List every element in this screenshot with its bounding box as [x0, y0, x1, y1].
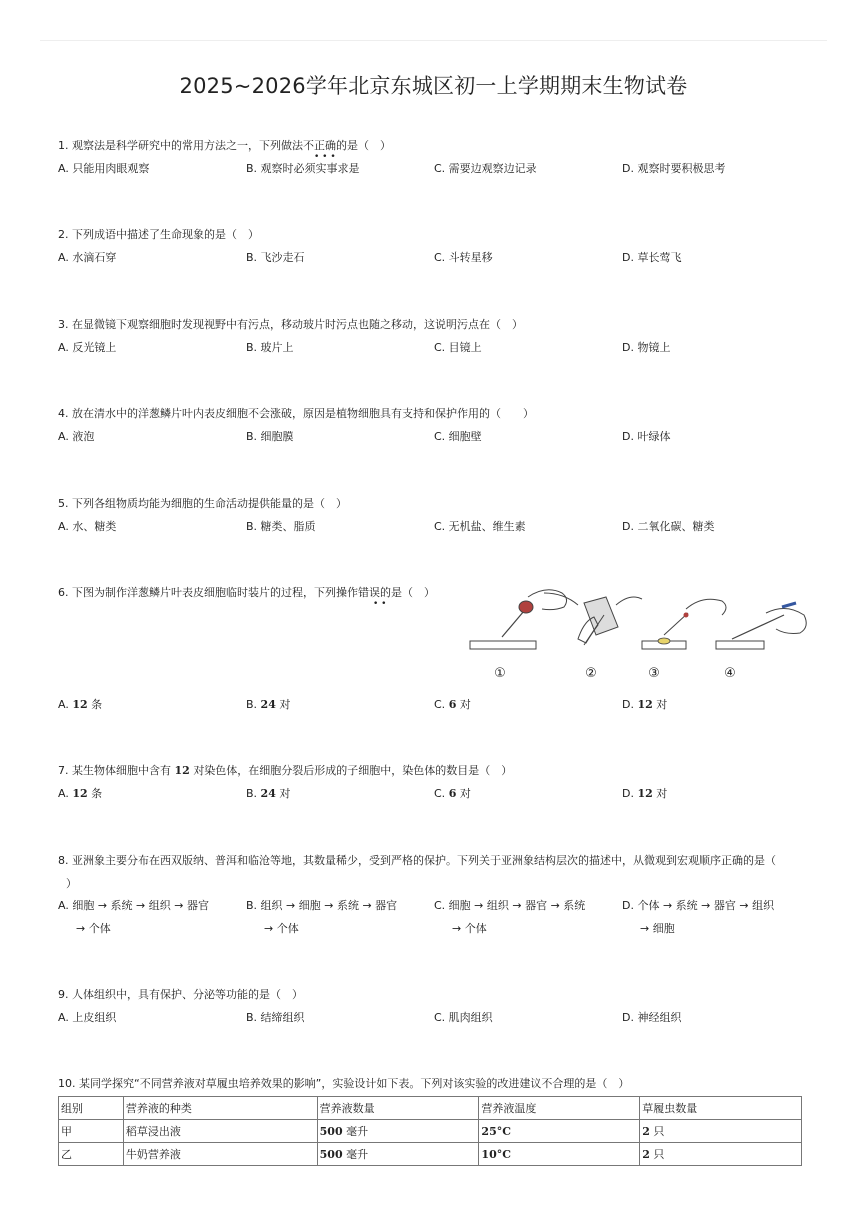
question-8-option-d-continued[interactable]: → 细胞: [640, 922, 675, 935]
table-cell: 10°C: [479, 1143, 640, 1166]
question-8-option-c[interactable]: C. 细胞 → 组织 → 器官 → 系统: [434, 899, 586, 912]
table-cell: 甲: [59, 1120, 124, 1143]
step-4-coverslip-illustration: [716, 603, 806, 649]
question-4-option-c[interactable]: C. 细胞壁: [434, 430, 482, 443]
question-4-stem: 4. 放在清水中的洋葱鳞片叶内表皮细胞不会涨破，原因是植物细胞具有支持和保护作用的（ ）: [58, 407, 534, 420]
table-header-cell: 组别: [59, 1097, 124, 1120]
question-4-option-a[interactable]: A. 液泡: [58, 430, 95, 443]
question-1-option-c[interactable]: C. 需要边观察边记录: [434, 162, 537, 175]
step-2-peel-illustration: [578, 597, 642, 645]
table-cell: 牛奶营养液: [123, 1143, 317, 1166]
question-6-option-c[interactable]: C. 6 对: [434, 698, 471, 711]
question-1-stem: 1. 观察法是科学研究中的常用方法之一，下列做法不正确的是（ ）: [58, 139, 391, 152]
figure-label-2: ②: [585, 666, 597, 681]
table-row: [59, 1143, 802, 1166]
question-3-option-c[interactable]: C. 目镜上: [434, 341, 482, 354]
question-5-option-d[interactable]: D. 二氧化碳、糖类: [622, 520, 715, 533]
figure-label-4: ④: [724, 666, 736, 681]
question-5-option-a[interactable]: A. 水、糖类: [58, 520, 117, 533]
slide-preparation-figure: [466, 585, 812, 685]
question-7-option-b[interactable]: B. 24 对: [246, 787, 291, 800]
table-cell: 稻草浸出液: [123, 1120, 317, 1143]
question-7-option-a[interactable]: A. 12 条: [58, 787, 103, 800]
top-rule: [40, 40, 827, 41]
question-9-option-d[interactable]: D. 神经组织: [622, 1011, 682, 1024]
question-8-option-a-continued[interactable]: → 个体: [76, 922, 111, 935]
question-2-option-c[interactable]: C. 斗转星移: [434, 251, 493, 264]
question-6-stem: 6. 下图为制作洋葱鳞片叶表皮细胞临时装片的过程，下列操作错误的是（ ）: [58, 586, 435, 599]
question-7-option-c[interactable]: C. 6 对: [434, 787, 471, 800]
question-3-option-b[interactable]: B. 玻片上: [246, 341, 294, 354]
step-1-dropper-illustration: [470, 590, 578, 649]
table-cell: 2 只: [640, 1120, 802, 1143]
figure-label-3: ③: [648, 666, 660, 681]
table-header-cell: 营养液的种类: [123, 1097, 317, 1120]
question-6-option-d[interactable]: D. 12 对: [622, 698, 668, 711]
question-10-stem: 10. 某同学探究“不同营养液对草履虫培养效果的影响”，实验设计如下表。下列对该实验的改进建议不合理的是（ ）: [58, 1077, 630, 1090]
question-9-stem: 9. 人体组织中，具有保护、分泌等功能的是（ ）: [58, 988, 303, 1001]
question-5-option-b[interactable]: B. 糖类、脂质: [246, 520, 316, 533]
question-1-option-b[interactable]: B. 观察时必须实事求是: [246, 162, 360, 175]
question-3-stem: 3. 在显微镜下观察细胞时发现视野中有污点，移动玻片时污点也随之移动，这说明污点在（ ）: [58, 318, 523, 331]
question-7-option-d[interactable]: D. 12 对: [622, 787, 668, 800]
question-8-option-b-continued[interactable]: → 个体: [264, 922, 299, 935]
table-header-cell: 营养液温度: [479, 1097, 640, 1120]
question-2-option-d[interactable]: D. 草长莺飞: [622, 251, 682, 264]
table-cell: 乙: [59, 1143, 124, 1166]
question-9-option-c[interactable]: C. 肌肉组织: [434, 1011, 493, 1024]
question-7-stem: 7. 某生物体细胞中含有 12 对染色体，在细胞分裂后形成的子细胞中，染色体的数目是（ ）: [58, 764, 513, 777]
question-8-option-a[interactable]: A. 细胞 → 系统 → 组织 → 器官: [58, 899, 209, 912]
table-header-cell: 营养液数量: [317, 1097, 479, 1120]
table-header-row: [59, 1097, 802, 1120]
question-9-option-a[interactable]: A. 上皮组织: [58, 1011, 117, 1024]
table-cell: 500 毫升: [317, 1143, 479, 1166]
question-6-option-a[interactable]: A. 12 条: [58, 698, 103, 711]
page-title: 2025~2026学年北京东城区初一上学期期末生物试卷: [179, 74, 688, 98]
question-6-option-b[interactable]: B. 24 对: [246, 698, 291, 711]
emphasis-dots: • • •: [314, 152, 336, 162]
table-cell: 2 只: [640, 1143, 802, 1166]
question-2-option-a[interactable]: A. 水滴石穿: [58, 251, 117, 264]
experiment-table: [58, 1096, 802, 1166]
question-8-stem-continued: ）: [66, 877, 77, 890]
table-cell: 500 毫升: [317, 1120, 479, 1143]
question-8-option-d[interactable]: D. 个体 → 系统 → 器官 → 组织: [622, 899, 775, 912]
question-2-option-b[interactable]: B. 飞沙走石: [246, 251, 305, 264]
question-8-stem: 8. 亚洲象主要分布在西双版纳、普洱和临沧等地，其数量稀少，受到严格的保护。下列关于亚洲象结构层次的描述中，从微观到宏观顺序正确的是（: [58, 854, 776, 867]
table-row: [59, 1120, 802, 1143]
table-header-cell: 草履虫数量: [640, 1097, 802, 1120]
question-4-option-d[interactable]: D. 叶绿体: [622, 430, 671, 443]
question-9-option-b[interactable]: B. 结缔组织: [246, 1011, 305, 1024]
question-5-stem: 5. 下列各组物质均能为细胞的生命活动提供能量的是（ ）: [58, 497, 347, 510]
step-3-slide-illustration: [642, 599, 726, 649]
question-5-option-c[interactable]: C. 无机盐、维生素: [434, 520, 526, 533]
figure-label-1: ①: [494, 666, 506, 681]
question-4-option-b[interactable]: B. 细胞膜: [246, 430, 294, 443]
question-3-option-a[interactable]: A. 反光镜上: [58, 341, 117, 354]
table-cell: 25°C: [479, 1120, 640, 1143]
question-2-stem: 2. 下列成语中描述了生命现象的是（ ）: [58, 228, 259, 241]
question-8-option-c-continued[interactable]: → 个体: [452, 922, 487, 935]
question-8-option-b[interactable]: B. 组织 → 细胞 → 系统 → 器官: [246, 899, 398, 912]
emphasis-dots: • •: [373, 599, 387, 609]
question-1-option-a[interactable]: A. 只能用肉眼观察: [58, 162, 150, 175]
question-3-option-d[interactable]: D. 物镜上: [622, 341, 671, 354]
question-1-option-d[interactable]: D. 观察时要积极思考: [622, 162, 726, 175]
